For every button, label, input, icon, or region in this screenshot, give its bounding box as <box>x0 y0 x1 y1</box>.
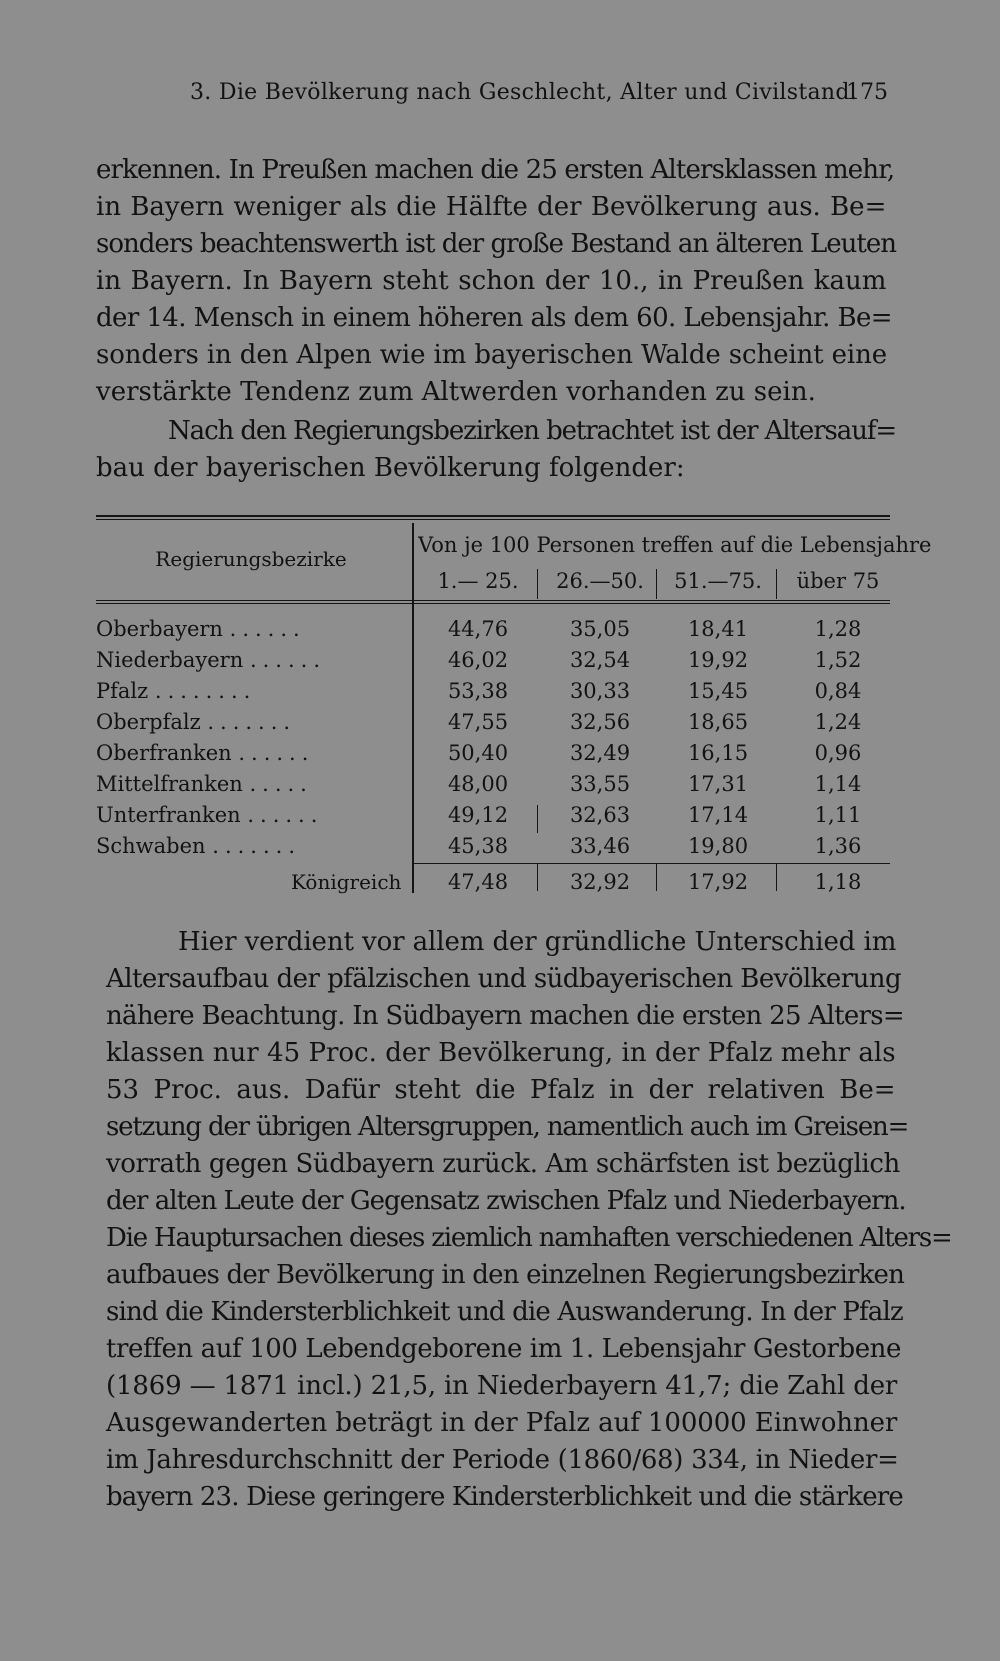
text-line: (1869 — 1871 incl.) 21,5, in Niederbayern 41,7; die Zahl der <box>106 1371 898 1401</box>
table-row <box>96 679 890 710</box>
table-cell: 1,11 <box>814 803 862 827</box>
text-line: setzung der übrigen Altersgruppen, namentlich auch im Greisen= <box>106 1112 909 1142</box>
table-cell: 1,36 <box>814 834 862 858</box>
table-cell: 30,33 <box>569 679 631 703</box>
text-line: 53 Proc. aus. Dafür steht die Pfalz in der relativen Be= <box>106 1075 896 1105</box>
text-line: im Jahresdurchschnitt der Periode (1860/68) 334, in Nieder= <box>106 1445 899 1475</box>
table-cell: 44,76 <box>447 617 509 641</box>
text-line: sonders beachtenswerth ist der große Bestand an älteren Leuten <box>96 229 896 259</box>
table-cell: 1,14 <box>814 772 862 796</box>
table-cell: 15,45 <box>687 679 749 703</box>
text-line: Ausgewanderten beträgt in der Pfalz auf 100000 Einwohner <box>106 1408 898 1438</box>
text-line: Altersaufbau der pfälzischen und südbayerischen Bevölkerung <box>106 964 902 994</box>
table-cell: 18,41 <box>687 617 749 641</box>
region-name: Pfalz <box>96 679 149 703</box>
text-line: Hier verdient vor allem der gründliche Unterschied im <box>178 927 897 957</box>
leader-dots: ....... <box>207 710 297 734</box>
table-cell: 53,38 <box>447 679 509 703</box>
table-cell: 1,18 <box>814 870 862 894</box>
age-column-header: über 75 <box>796 569 880 593</box>
table-cell: 33,46 <box>569 834 631 858</box>
text-line: der alten Leute der Gegensatz zwischen Pfalz und Niederbayern. <box>106 1186 906 1216</box>
table-cell: 49,12 <box>447 803 509 827</box>
leader-dots: ........ <box>154 679 257 703</box>
leader-dots: ...... <box>238 741 315 765</box>
paragraph-2 <box>96 413 897 487</box>
age-structure-table <box>96 517 932 897</box>
text-line: Die Hauptursachen dieses ziemlich namhaften verschiedenen Alters= <box>106 1223 952 1253</box>
table-row <box>96 772 890 803</box>
table-rule <box>776 569 777 599</box>
text-line: erkennen. In Preußen machen die 25 ersten Altersklassen mehr, <box>96 155 895 185</box>
text-line: aufbaues der Bevölkerung in den einzelnen Regierungsbezirken <box>106 1260 905 1290</box>
table-cell: 1,28 <box>814 617 862 641</box>
table-cell: 18,65 <box>687 710 749 734</box>
leader-dots: ....... <box>212 834 301 858</box>
table-row <box>96 834 890 865</box>
text-line: verstärkte Tendenz zum Altwerden vorhanden zu sein. <box>96 377 816 407</box>
text-line: Nach den Regierungsbezirken betrachtet ist der Altersauf= <box>168 416 897 446</box>
table-rule <box>656 569 657 599</box>
leader-dots: ..... <box>249 772 313 796</box>
text-line: bau der bayerischen Bevölkerung folgender: <box>96 453 685 483</box>
text-line: in Bayern weniger als die Hälfte der Bevölkerung aus. Be= <box>96 192 887 222</box>
table-cell: 0,96 <box>814 741 862 765</box>
table-cell: 32,92 <box>569 870 631 894</box>
table-cell: 32,49 <box>569 741 631 765</box>
table-cell: 32,63 <box>569 803 631 827</box>
table-row <box>96 803 890 834</box>
region-name: Oberbayern <box>96 617 223 641</box>
table-cell: 50,40 <box>447 741 509 765</box>
table-cell: 33,55 <box>569 772 631 796</box>
table-cell: 35,05 <box>569 617 631 641</box>
text-line: sind die Kindersterblichkeit und die Auswanderung. In der Pfalz <box>106 1297 903 1327</box>
table-cell: 47,55 <box>447 710 509 734</box>
table-cell: 17,92 <box>687 870 749 894</box>
running-title: 3. Die Bevölkerung nach Geschlecht, Alter und Civilstand. <box>190 80 858 105</box>
table-cell: 0,84 <box>814 679 862 703</box>
region-name: Schwaben <box>96 834 206 858</box>
page-number: 175 <box>846 80 888 105</box>
table-cell: 19,92 <box>687 648 749 672</box>
header-rule <box>96 603 890 604</box>
region-name: Niederbayern <box>96 648 244 672</box>
text-line: klassen nur 45 Proc. der Bevölkerung, in der Pfalz mehr als <box>106 1038 896 1068</box>
table-cell: 16,15 <box>687 741 749 765</box>
text-line: sonders in den Alpen wie im bayerischen Walde scheint eine <box>96 340 888 370</box>
table-cell: 45,38 <box>447 834 509 858</box>
table-cell: 46,02 <box>447 648 509 672</box>
table-rule <box>537 569 538 599</box>
table-row <box>96 617 890 648</box>
region-name: Unterfranken <box>96 803 241 827</box>
age-column-header: 51.—75. <box>674 569 762 593</box>
text-line: bayern 23. Diese geringere Kindersterblichkeit und die stärkere <box>106 1482 903 1512</box>
paragraph-1 <box>96 152 896 411</box>
table-cell: 17,31 <box>687 772 749 796</box>
leader-dots: ...... <box>249 648 326 672</box>
text-line: vorrath gegen Südbayern zurück. Am schärfsten ist bezüglich <box>106 1149 900 1179</box>
table-row <box>96 710 890 741</box>
table-cell: 1,52 <box>814 648 862 672</box>
table-cell: 48,00 <box>447 772 509 796</box>
table-cell: 17,14 <box>687 803 749 827</box>
text-line: der 14. Mensch in einem höheren als dem 60. Lebensjahr. Be= <box>96 303 892 333</box>
header-rule <box>96 600 890 601</box>
table-cell: 47,48 <box>447 870 509 894</box>
table-row <box>96 648 890 679</box>
table-cell: 19,80 <box>687 834 749 858</box>
paragraph-3 <box>106 924 952 1516</box>
region-name: Oberpfalz <box>96 710 201 734</box>
leader-dots: ...... <box>229 617 306 641</box>
text-line: treffen auf 100 Lebendgeborene im 1. Lebensjahr Gestorbene <box>106 1334 901 1364</box>
leader-dots: ...... <box>247 803 324 827</box>
table-row <box>96 741 890 772</box>
total-label: Königreich <box>291 870 402 894</box>
region-name: Oberfranken <box>96 741 232 765</box>
table-cell: 32,54 <box>569 648 631 672</box>
region-column-header: Regierungsbezirke <box>155 547 347 571</box>
table-cell: 32,56 <box>569 710 631 734</box>
total-rule <box>412 863 890 864</box>
text-line: nähere Beachtung. In Südbayern machen die ersten 25 Alters= <box>106 1001 904 1031</box>
text-line: in Bayern. In Bayern steht schon der 10., in Preußen kaum <box>96 266 887 296</box>
table-cell: 1,24 <box>814 710 862 734</box>
age-span-header: Von je 100 Personen treffen auf die Lebensjahre <box>418 533 932 557</box>
age-column-header: 1.— 25. <box>437 569 519 593</box>
table-total-row <box>96 870 890 901</box>
region-name: Mittelfranken <box>96 772 243 796</box>
age-column-header: 26.—50. <box>556 569 644 593</box>
